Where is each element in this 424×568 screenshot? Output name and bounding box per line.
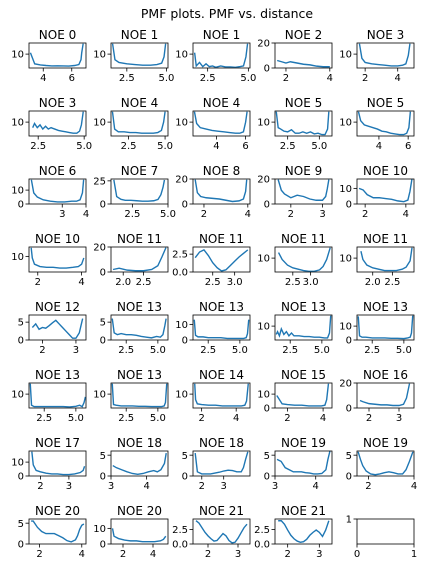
y-tick-label: 10 bbox=[11, 117, 24, 129]
x-tick-label: 4 bbox=[232, 413, 240, 424]
y-tick-label: 10 bbox=[339, 117, 352, 129]
x-tick-label: 5.0 bbox=[240, 73, 257, 84]
y-tick-label: 10 bbox=[339, 253, 352, 265]
subplot-title: NOE 13 bbox=[280, 300, 327, 314]
y-tick-label: 0 bbox=[345, 335, 352, 347]
x-tick-label: 2 bbox=[284, 413, 291, 424]
x-tick-label: 2.5 bbox=[199, 73, 216, 84]
y-tick-label: 10 bbox=[11, 49, 24, 61]
subplot-title: NOE 17 bbox=[34, 436, 81, 450]
subplot-title: NOE 21 bbox=[198, 504, 245, 518]
x-tick-label: 3 bbox=[319, 209, 326, 220]
x-tick-label: 3 bbox=[395, 413, 403, 424]
x-tick-label: 6 bbox=[242, 141, 249, 152]
subplot-title: NOE 14 bbox=[198, 368, 245, 382]
x-tick-label: 2.5 bbox=[135, 277, 152, 288]
x-tick-label: 2.5 bbox=[118, 73, 135, 84]
x-tick-label: 5.0 bbox=[231, 345, 248, 356]
subplot-title: NOE 1 bbox=[120, 28, 159, 42]
x-tick-label: 1 bbox=[410, 549, 418, 560]
x-tick-label: 3 bbox=[220, 481, 227, 492]
subplot-title: NOE 13 bbox=[116, 368, 163, 382]
y-tick-label: 0 bbox=[17, 539, 24, 551]
y-tick-label: 20 bbox=[257, 38, 270, 50]
y-tick-label: 0 bbox=[345, 403, 352, 415]
y-tick-label: 10 bbox=[257, 253, 270, 265]
subplot-title: NOE 20 bbox=[34, 504, 81, 518]
y-tick-label: 10 bbox=[339, 183, 352, 195]
y-tick-label: 5 bbox=[99, 450, 106, 462]
y-tick-label: 5 bbox=[181, 450, 188, 462]
x-tick-label: 4 bbox=[149, 549, 157, 560]
x-tick-label: 2.5 bbox=[204, 277, 221, 288]
y-tick-label: 10 bbox=[175, 389, 188, 401]
x-tick-label: 2 bbox=[361, 73, 369, 84]
subplot-title: NOE 11 bbox=[280, 232, 327, 246]
y-tick-label: 0 bbox=[345, 471, 352, 483]
subplot-title: NOE 10 bbox=[34, 232, 81, 246]
x-tick-label: 2.5 bbox=[364, 345, 381, 356]
x-tick-label: 4 bbox=[78, 277, 85, 288]
x-tick-label: 2.5 bbox=[120, 141, 137, 152]
x-tick-label: 4 bbox=[375, 141, 383, 152]
subplot-title: NOE 20 bbox=[116, 504, 163, 518]
x-tick-label: 2 bbox=[365, 481, 372, 492]
y-tick-label: 10 bbox=[175, 49, 188, 61]
y-tick-label: 10 bbox=[11, 185, 24, 197]
y-tick-label: 5 bbox=[99, 317, 106, 329]
subplot-title: NOE 13 bbox=[116, 300, 163, 314]
y-tick-label: 10 bbox=[93, 389, 106, 401]
x-tick-label: 5.0 bbox=[158, 73, 175, 84]
y-tick-label: 10 bbox=[257, 117, 270, 129]
y-tick-label: 10 bbox=[257, 389, 270, 401]
y-tick-label: 0 bbox=[181, 335, 188, 347]
x-tick-label: 4 bbox=[394, 73, 401, 84]
x-tick-label: 3 bbox=[234, 549, 242, 560]
y-tick-label: 10 bbox=[93, 117, 106, 129]
x-tick-label: 5.0 bbox=[149, 413, 166, 424]
x-tick-label: 2 bbox=[284, 549, 291, 560]
x-tick-label: 2 bbox=[287, 209, 295, 220]
x-tick-label: 2.5 bbox=[124, 209, 141, 220]
y-tick-label: 0 bbox=[181, 199, 188, 211]
x-tick-label: 2 bbox=[34, 277, 41, 288]
y-tick-label: 1 bbox=[345, 514, 352, 526]
y-tick-label: 10 bbox=[11, 457, 24, 469]
subplot-title: NOE 9 bbox=[284, 164, 323, 178]
x-tick-label: 2.5 bbox=[200, 345, 217, 356]
y-tick-label: 0 bbox=[17, 199, 24, 211]
subplot-title: NOE 8 bbox=[202, 164, 241, 178]
y-tick-label: 10 bbox=[339, 321, 352, 333]
subplot-title: NOE 19 bbox=[280, 436, 327, 450]
x-tick-label: 2 bbox=[204, 549, 212, 560]
x-tick-label: 2 bbox=[200, 209, 208, 220]
subplot-title: NOE 6 bbox=[38, 164, 77, 178]
x-tick-label: 5.0 bbox=[395, 345, 412, 356]
x-tick-label: 2.5 bbox=[36, 413, 53, 424]
subplot-title: NOE 0 bbox=[38, 28, 77, 42]
y-tick-label: 0 bbox=[263, 199, 270, 211]
x-tick-label: 2.0 bbox=[115, 277, 132, 288]
x-tick-label: 2.0 bbox=[364, 277, 381, 288]
y-tick-label: 10 bbox=[339, 49, 352, 61]
x-tick-label: 2.5 bbox=[118, 345, 135, 356]
y-tick-label: 2.5 bbox=[172, 249, 188, 261]
subplot-title: NOE 11 bbox=[198, 232, 245, 246]
subplot-title: NOE 18 bbox=[198, 436, 245, 450]
x-tick-label: 3 bbox=[271, 481, 279, 492]
subplot-title: NOE 4 bbox=[202, 96, 241, 110]
y-tick-label: 0 bbox=[99, 471, 106, 483]
x-tick-label: 5.0 bbox=[149, 345, 166, 356]
y-tick-label: 2.5 bbox=[254, 525, 270, 537]
x-tick-label: 2 bbox=[39, 345, 46, 356]
y-tick-label: 0 bbox=[17, 335, 24, 347]
x-tick-label: 4 bbox=[410, 481, 418, 492]
y-tick-label: 0 bbox=[17, 471, 24, 483]
subplot-title: NOE 11 bbox=[362, 232, 409, 246]
x-tick-label: 2 bbox=[36, 549, 43, 560]
x-tick-label: 2.5 bbox=[118, 413, 135, 424]
y-tick-label: 0 bbox=[99, 267, 106, 279]
x-tick-label: 2 bbox=[119, 549, 127, 560]
subplot-title: NOE 12 bbox=[34, 300, 81, 314]
subplot-title: NOE 16 bbox=[362, 368, 409, 382]
subplot-title: NOE 1 bbox=[202, 28, 241, 42]
x-tick-label: 3.0 bbox=[302, 277, 319, 288]
x-tick-label: 4 bbox=[326, 73, 333, 84]
y-tick-label: 20 bbox=[93, 242, 106, 254]
y-tick-label: 0.0 bbox=[172, 267, 188, 279]
y-tick-label: 0 bbox=[263, 403, 270, 415]
x-tick-label: 4 bbox=[40, 73, 47, 84]
x-tick-label: 2 bbox=[198, 481, 205, 492]
y-tick-label: 20 bbox=[339, 378, 352, 390]
y-tick-label: 10 bbox=[93, 523, 106, 535]
x-tick-label: 2 bbox=[361, 209, 369, 220]
subplot-title: NOE 3 bbox=[366, 28, 405, 42]
y-tick-label: 10 bbox=[11, 251, 24, 263]
subplot-title: NOE 13 bbox=[198, 300, 245, 314]
x-tick-label: 3.0 bbox=[226, 277, 243, 288]
y-tick-label: 20 bbox=[257, 174, 270, 186]
x-tick-label: 4 bbox=[143, 481, 150, 492]
y-tick-label: 10 bbox=[175, 319, 188, 331]
x-tick-label: 2 bbox=[37, 481, 44, 492]
x-tick-label: 4 bbox=[402, 209, 410, 220]
x-tick-label: 5.0 bbox=[76, 141, 93, 152]
y-tick-label: 0 bbox=[345, 199, 352, 211]
y-tick-label: 10 bbox=[11, 389, 24, 401]
x-tick-label: 5.0 bbox=[157, 141, 174, 152]
x-tick-label: 5.0 bbox=[311, 141, 328, 152]
x-tick-label: 2.5 bbox=[279, 141, 296, 152]
x-tick-label: 4 bbox=[244, 209, 251, 220]
subplot-title: NOE 5 bbox=[284, 96, 323, 110]
subplot-title: NOE 15 bbox=[280, 368, 327, 382]
x-tick-label: 6 bbox=[68, 73, 75, 84]
y-tick-label: 0 bbox=[263, 471, 270, 483]
subplot-title: NOE 13 bbox=[362, 300, 409, 314]
x-tick-label: 0 bbox=[353, 549, 361, 560]
y-tick-label: 25 bbox=[93, 176, 106, 188]
y-tick-label: 0.0 bbox=[254, 539, 270, 551]
x-tick-label: 6 bbox=[404, 141, 412, 152]
x-tick-label: 2 bbox=[198, 413, 205, 424]
x-tick-label: 4 bbox=[319, 413, 327, 424]
x-tick-label: 5.0 bbox=[313, 345, 330, 356]
x-tick-label: 2.5 bbox=[282, 345, 299, 356]
x-tick-label: 2 bbox=[365, 413, 373, 424]
y-tick-label: 0 bbox=[99, 335, 106, 347]
x-tick-label: 2.5 bbox=[30, 141, 47, 152]
y-tick-label: 0 bbox=[99, 539, 106, 551]
x-tick-label: 5.0 bbox=[160, 209, 176, 220]
y-tick-label: 20 bbox=[175, 174, 188, 186]
x-tick-label: 3 bbox=[316, 549, 323, 560]
x-tick-label: 3 bbox=[65, 481, 73, 492]
x-tick-label: 2.5 bbox=[384, 277, 401, 288]
x-tick-label: 3 bbox=[59, 209, 66, 220]
figure-title: PMF plots. PMF vs. distance bbox=[140, 6, 314, 21]
subplot-title: NOE 11 bbox=[116, 232, 163, 246]
y-tick-label: 10 bbox=[175, 117, 188, 129]
subplot-title: NOE 7 bbox=[120, 164, 159, 178]
y-tick-label: 5 bbox=[17, 317, 24, 329]
x-tick-label: 3 bbox=[72, 345, 80, 356]
y-tick-label: 0.0 bbox=[172, 539, 188, 551]
x-tick-label: 4 bbox=[213, 141, 220, 152]
y-tick-label: 5 bbox=[345, 450, 352, 462]
x-tick-label: 3 bbox=[107, 481, 115, 492]
subplot-title: NOE 13 bbox=[34, 368, 81, 382]
x-tick-label: 4 bbox=[312, 481, 319, 492]
subplot-title: NOE 2 bbox=[284, 28, 323, 42]
subplot-title: NOE 4 bbox=[120, 96, 159, 110]
x-tick-label: 2.5 bbox=[284, 277, 301, 288]
subplot-title: NOE 21 bbox=[280, 504, 327, 518]
y-tick-label: 10 bbox=[257, 321, 270, 333]
x-tick-label: 4 bbox=[78, 549, 85, 560]
subplot-title: NOE 5 bbox=[366, 96, 405, 110]
subplot-title: NOE 19 bbox=[362, 436, 409, 450]
x-tick-label: 5.0 bbox=[67, 413, 84, 424]
subplot-title: NOE 10 bbox=[362, 164, 409, 178]
y-tick-label: 2.5 bbox=[172, 525, 188, 537]
subplot-title: NOE 18 bbox=[116, 436, 163, 450]
y-tick-label: 5 bbox=[17, 518, 24, 530]
x-tick-label: 2 bbox=[282, 73, 290, 84]
subplot-title: NOE 3 bbox=[38, 96, 77, 110]
y-tick-label: 0 bbox=[263, 63, 270, 75]
y-tick-label: 5 bbox=[263, 450, 270, 462]
y-tick-label: 0 bbox=[181, 471, 188, 483]
x-tick-label: 4 bbox=[82, 209, 90, 220]
y-tick-label: 0 bbox=[99, 199, 106, 211]
y-tick-label: 10 bbox=[93, 49, 106, 61]
